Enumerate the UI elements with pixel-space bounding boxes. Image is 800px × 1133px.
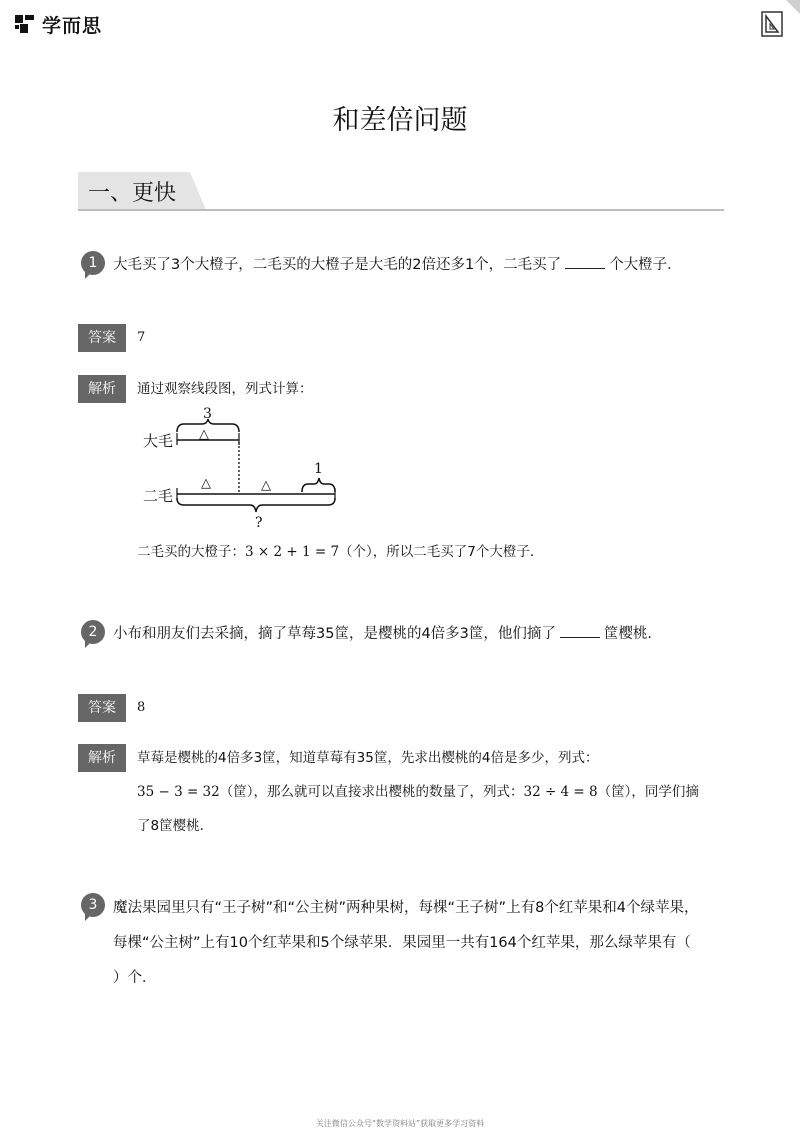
question-number-badge: 2 bbox=[81, 620, 105, 644]
brace-bottom bbox=[177, 498, 335, 512]
analysis-line-3: 了8筐樱桃． bbox=[137, 818, 214, 834]
triangle-mark: △ bbox=[199, 427, 209, 442]
brace-top bbox=[177, 419, 239, 432]
question-3-line-1: 魔法果园里只有“王子树”和“公主树”两种果树，每棵“王子树”上有8个红苹果和4个绿苹果， bbox=[113, 900, 699, 916]
question-text-end: 个大橙子． bbox=[609, 257, 682, 273]
analysis-intro: 通过观察线段图，列式计算： bbox=[137, 381, 313, 397]
analysis-tag: 解析 bbox=[78, 375, 126, 403]
result-suffix: （个），所以二毛买了7个大橙子． bbox=[339, 544, 544, 560]
ruler-triangle-icon bbox=[760, 10, 786, 40]
question-text-end: 筐樱桃． bbox=[603, 626, 662, 642]
analysis-line-1: 草莓是樱桃的4倍多3筐，知道草莓有35筐，先求出樱桃的4倍是多少，列式： bbox=[137, 750, 599, 766]
logo-mark-icon bbox=[14, 13, 36, 35]
diagram-label-3: 3 bbox=[203, 406, 212, 422]
analysis-tag: 解析 bbox=[78, 744, 126, 772]
brand-logo bbox=[14, 8, 102, 40]
section-header bbox=[78, 172, 724, 212]
footer-watermark: 关注微信公众号“数学资料站”获取更多学习资料 bbox=[315, 1119, 485, 1128]
section-title: 一、更快 bbox=[88, 181, 177, 206]
answer-blank bbox=[565, 254, 605, 269]
logo-text: 学而思 bbox=[42, 14, 103, 37]
answer-value: 7 bbox=[137, 330, 146, 345]
answer-tag: 答案 bbox=[78, 694, 126, 722]
diagram-label-ermao: 二毛 bbox=[143, 487, 174, 505]
question-number-badge: 1 bbox=[81, 251, 105, 275]
triangle-mark: △ bbox=[201, 476, 211, 491]
question-text: 小布和朋友们去采摘，摘了草莓35筐，是樱桃的4倍多3筐，他们摘了 bbox=[113, 626, 556, 642]
page-title: 和差倍问题 bbox=[332, 105, 468, 136]
math-expression: 32 ÷ 4 = 8 bbox=[523, 784, 598, 800]
result-prefix: 二毛买的大橙子： bbox=[137, 544, 245, 560]
analysis-line-2 bbox=[137, 774, 699, 810]
diagram-label-1: 1 bbox=[314, 461, 323, 477]
answer-value: 8 bbox=[137, 700, 146, 715]
diagram-label-damao: 大毛 bbox=[143, 432, 174, 450]
page-fold-corner bbox=[786, 0, 800, 14]
diagram-label-question: ? bbox=[255, 515, 263, 531]
analysis-text: （筐），同学们摘 bbox=[597, 784, 699, 800]
analysis-result bbox=[137, 534, 543, 570]
analysis-text: （筐），那么就可以直接求出樱桃的数量了，列式： bbox=[219, 784, 524, 800]
question-3-line-2: 每棵“公主树”上有10个红苹果和5个绿苹果．果园里一共有164个红苹果，那么绿苹果有（ bbox=[113, 935, 691, 951]
triangle-mark: △ bbox=[261, 478, 271, 493]
question-number-badge: 3 bbox=[81, 893, 105, 917]
question-text: 大毛买了3个大橙子，二毛买的大橙子是大毛的2倍还多1个，二毛买了 bbox=[113, 257, 562, 273]
result-math: 3 × 2 + 1 = 7 bbox=[245, 544, 340, 560]
question-1-text bbox=[113, 248, 682, 282]
answer-tag: 答案 bbox=[78, 324, 126, 352]
question-3-line-3: ）个． bbox=[113, 970, 157, 986]
question-2-text bbox=[113, 617, 662, 651]
brace-extra bbox=[302, 478, 335, 492]
answer-blank bbox=[560, 623, 600, 638]
line-segment-diagram bbox=[170, 418, 350, 518]
math-expression: 35 − 3 = 32 bbox=[137, 784, 220, 800]
